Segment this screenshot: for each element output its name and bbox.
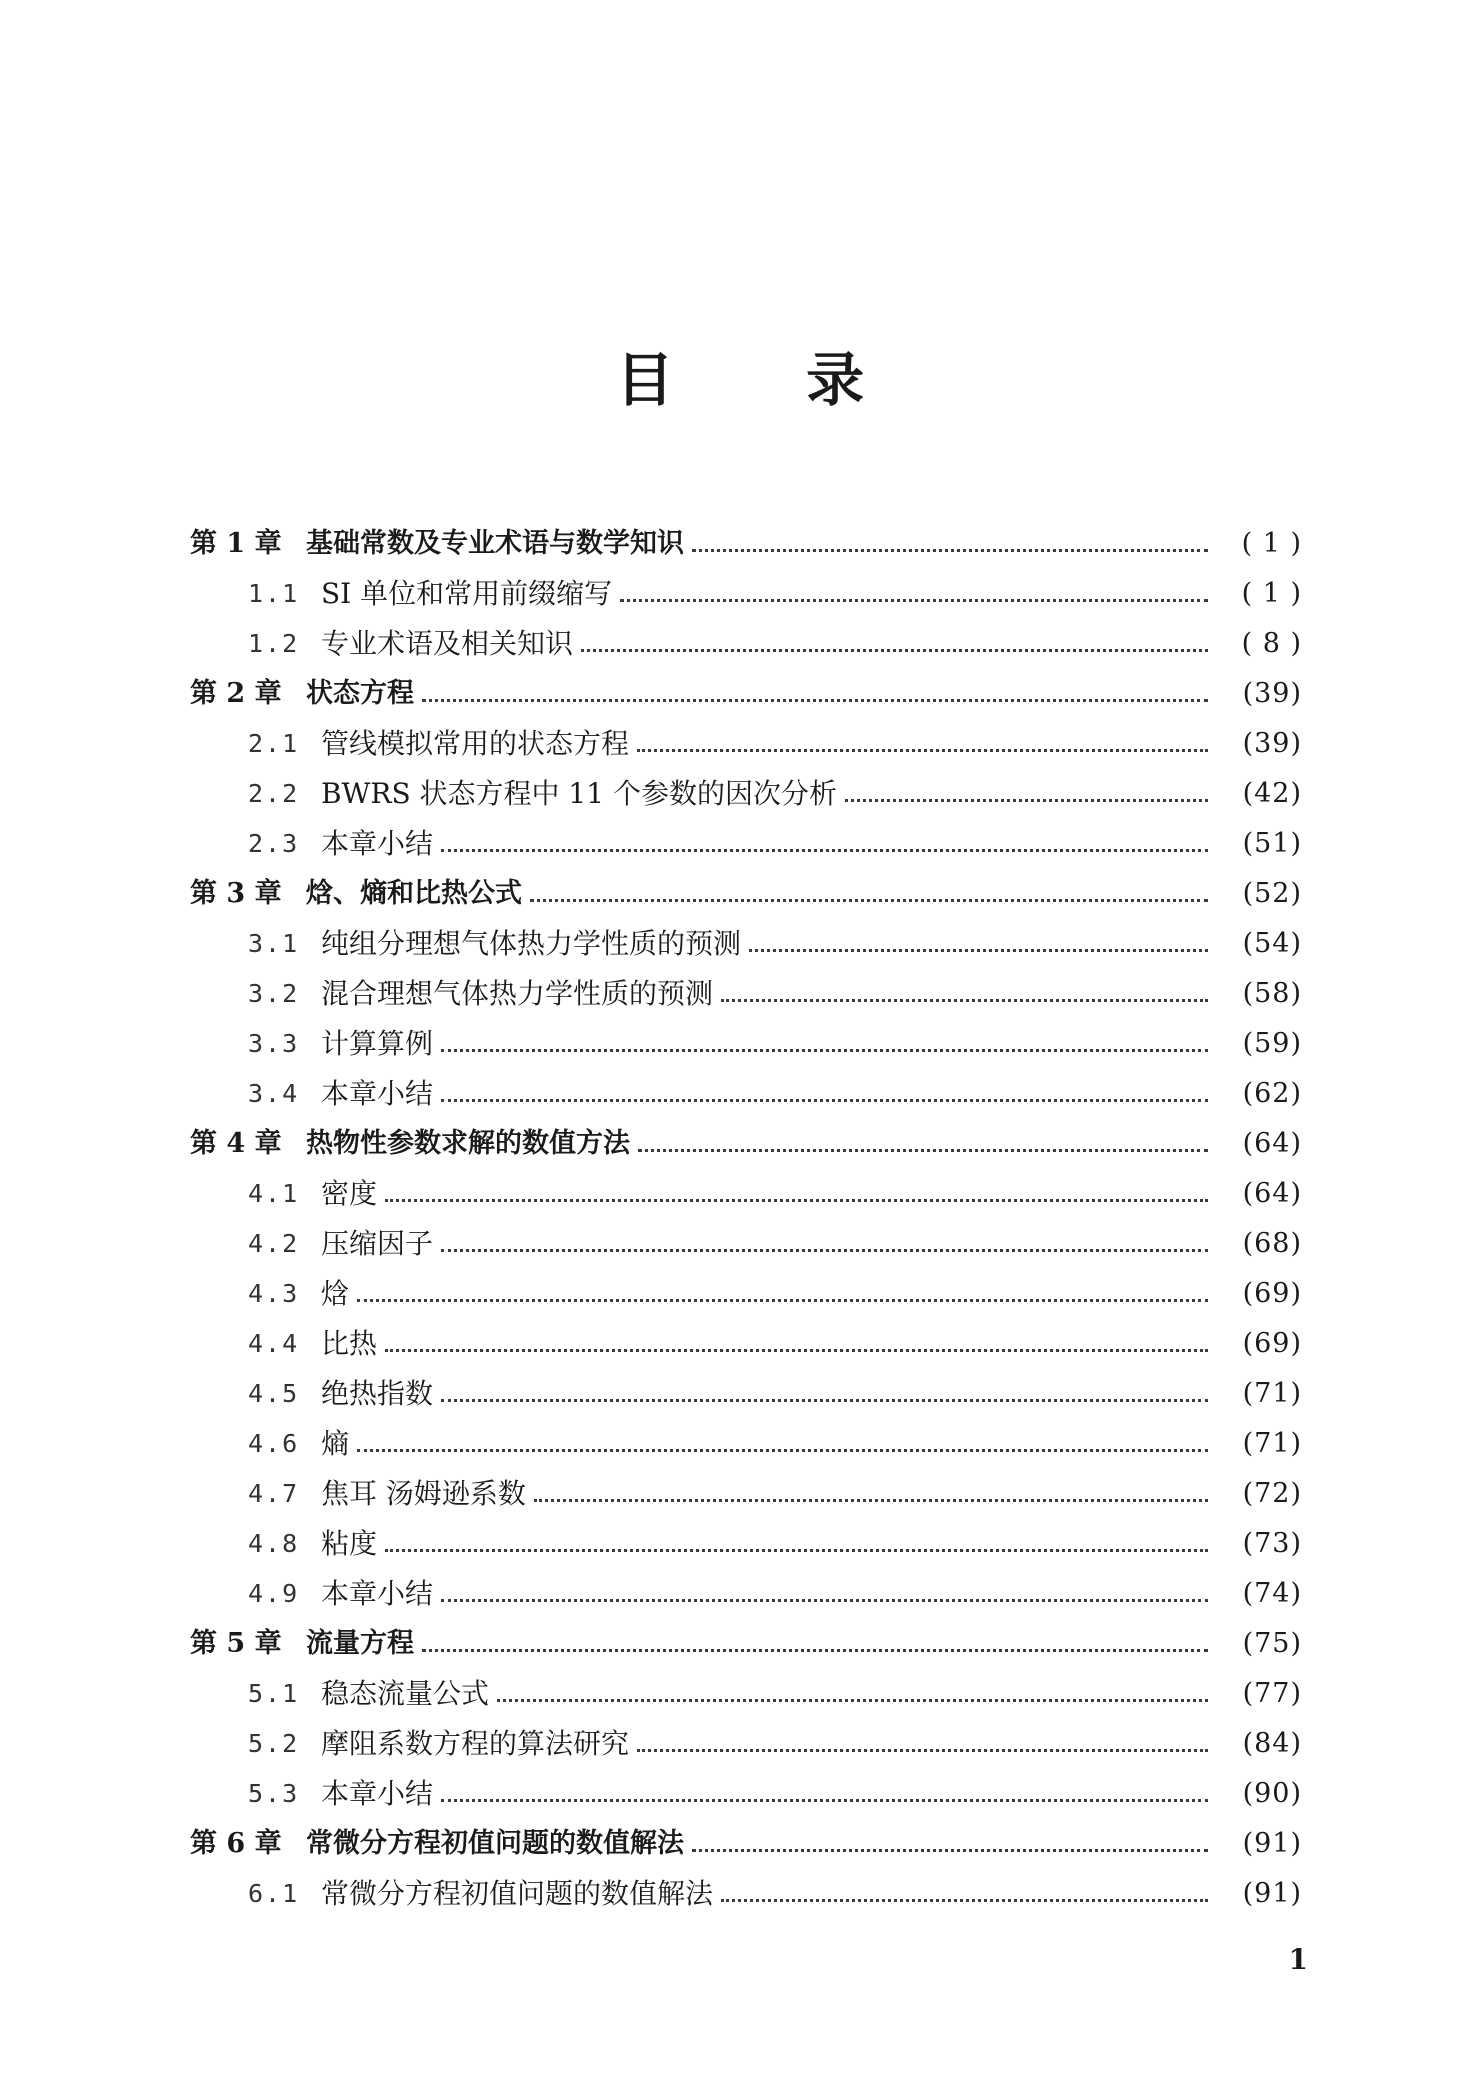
toc-entry-page: (51) <box>1242 828 1302 859</box>
toc-entry-number: 4.5 <box>248 1379 300 1408</box>
toc-entry-title: 密度 <box>321 1177 378 1210</box>
toc-chapter-entry <box>190 669 1302 719</box>
toc-section-entry <box>190 619 1302 669</box>
dot-leader <box>385 1547 1208 1552</box>
toc-section-entry <box>190 1319 1302 1369</box>
toc-entry-page: (59) <box>1242 1028 1302 1059</box>
dot-leader <box>357 1297 1208 1302</box>
toc-section-entry <box>190 1069 1302 1119</box>
toc-entry-title: 稳态流量公式 <box>321 1677 490 1710</box>
toc-entry-number: 5.2 <box>248 1729 300 1758</box>
toc-entry-page: ( 1 ) <box>1241 528 1302 559</box>
toc-entry-title: 粘度 <box>321 1527 378 1560</box>
toc-entry-page: (72) <box>1242 1478 1302 1509</box>
dot-leader <box>637 1747 1208 1752</box>
toc-section-entry <box>190 719 1302 769</box>
toc-entry-page: ( 8 ) <box>1241 628 1302 659</box>
dot-leader <box>497 1697 1208 1702</box>
dot-leader <box>441 1247 1208 1252</box>
toc-entry-number: 5.1 <box>248 1679 300 1708</box>
toc-section-entry <box>190 769 1302 819</box>
toc-section-entry <box>190 1669 1302 1719</box>
toc-entry-page: (52) <box>1242 878 1302 909</box>
dot-leader <box>721 1897 1208 1902</box>
toc-section-entry <box>190 1269 1302 1319</box>
dot-leader <box>620 597 1208 602</box>
dot-leader <box>845 797 1208 802</box>
dot-leader <box>637 747 1208 752</box>
toc-entry-number: 4.7 <box>248 1479 300 1508</box>
toc-entry-number: 4.3 <box>248 1279 300 1308</box>
toc-entry-title: 焓、熵和比热公式 <box>306 878 522 909</box>
toc-entry-number: 第 2 章 <box>190 678 282 709</box>
toc-section-entry <box>190 1419 1302 1469</box>
toc-entry-number: 4.4 <box>248 1329 300 1358</box>
toc-entry-page: (39) <box>1242 728 1302 759</box>
toc-chapter-entry <box>190 1819 1302 1869</box>
toc-section-entry <box>190 1469 1302 1519</box>
dot-leader <box>357 1447 1208 1452</box>
toc-entry-page: (62) <box>1242 1078 1302 1109</box>
toc-chapter-entry <box>190 519 1302 569</box>
toc-entry-page: (71) <box>1242 1378 1302 1409</box>
toc-entry-page: (91) <box>1242 1878 1302 1909</box>
toc-entry-title: 熵 <box>321 1427 350 1460</box>
toc-entry-number: 第 6 章 <box>190 1828 282 1859</box>
toc-entry-title: 压缩因子 <box>321 1227 434 1260</box>
toc-entry-page: (90) <box>1242 1778 1302 1809</box>
toc-entry-number: 4.1 <box>248 1179 300 1208</box>
dot-leader <box>692 547 1208 552</box>
toc-entry-page: ( 1 ) <box>1241 578 1302 609</box>
toc-entry-page: (39) <box>1242 678 1302 709</box>
toc-entry-page: (73) <box>1242 1528 1302 1559</box>
toc-entry-title: 焓 <box>321 1277 350 1310</box>
toc-entry-number: 第 3 章 <box>190 878 282 909</box>
toc-entry-number: 4.9 <box>248 1579 300 1608</box>
toc-section-entry <box>190 1369 1302 1419</box>
toc-section-entry <box>190 569 1302 619</box>
toc-section-entry <box>190 1769 1302 1819</box>
toc-entry-page: (69) <box>1242 1328 1302 1359</box>
toc-entry-number: 1.1 <box>248 579 300 608</box>
toc-entry-number: 4.6 <box>248 1429 300 1458</box>
toc-entry-title: 混合理想气体热力学性质的预测 <box>321 977 714 1010</box>
toc-entry-title: 本章小结 <box>321 827 434 860</box>
dot-leader <box>721 997 1208 1002</box>
toc-section-entry <box>190 919 1302 969</box>
toc-section-entry <box>190 1169 1302 1219</box>
dot-leader <box>422 697 1208 702</box>
toc-entry-number: 6.1 <box>248 1879 300 1908</box>
toc-entry-page: (75) <box>1242 1628 1302 1659</box>
toc-entry-page: (64) <box>1242 1178 1302 1209</box>
dot-leader <box>385 1347 1208 1352</box>
toc-chapter-entry <box>190 1619 1302 1669</box>
toc-entry-number: 4.8 <box>248 1529 300 1558</box>
toc-entry-page: (64) <box>1242 1128 1302 1159</box>
dot-leader <box>385 1197 1208 1202</box>
toc-entry-page: (91) <box>1242 1828 1302 1859</box>
toc-entry-title: 摩阻系数方程的算法研究 <box>321 1727 630 1760</box>
toc-entry-title: 本章小结 <box>321 1577 434 1610</box>
toc-entry-title: 比热 <box>321 1327 378 1360</box>
toc-chapter-entry <box>190 1119 1302 1169</box>
toc-entry-number: 3.2 <box>248 979 300 1008</box>
toc-entry-number: 2.2 <box>248 779 300 808</box>
dot-leader <box>441 1397 1208 1402</box>
toc-entry-page: (58) <box>1242 978 1302 1009</box>
toc-entry-title: 绝热指数 <box>321 1377 434 1410</box>
dot-leader <box>530 897 1208 902</box>
dot-leader <box>749 947 1208 952</box>
toc-entry-page: (74) <box>1242 1578 1302 1609</box>
dot-leader <box>638 1147 1208 1152</box>
dot-leader <box>441 1097 1208 1102</box>
toc-entry-number: 第 5 章 <box>190 1628 282 1659</box>
dot-leader <box>581 647 1208 652</box>
toc-entry-title: 本章小结 <box>321 1777 434 1810</box>
toc-section-entry <box>190 1869 1302 1919</box>
toc-entry-title: 基础常数及专业术语与数学知识 <box>306 528 684 559</box>
toc-section-entry <box>190 969 1302 1019</box>
dot-leader <box>534 1497 1208 1502</box>
page-number: 1 <box>1288 1943 1308 1976</box>
toc-entry-page: (84) <box>1242 1728 1302 1759</box>
toc-entry-page: (77) <box>1242 1678 1302 1709</box>
toc-entry-title: 纯组分理想气体热力学性质的预测 <box>321 927 742 960</box>
dot-leader <box>441 847 1208 852</box>
toc-section-entry <box>190 819 1302 869</box>
toc-entry-title: SI 单位和常用前缀缩写 <box>321 577 613 610</box>
toc-entry-number: 4.2 <box>248 1229 300 1258</box>
toc-entry-page: (68) <box>1242 1228 1302 1259</box>
toc-entry-title: 计算算例 <box>321 1027 434 1060</box>
dot-leader <box>422 1647 1208 1652</box>
toc-entry-title: 流量方程 <box>306 1628 414 1659</box>
toc-entry-number: 3.4 <box>248 1079 300 1108</box>
table-of-contents <box>190 519 1302 1919</box>
toc-entry-number: 2.3 <box>248 829 300 858</box>
dot-leader <box>692 1847 1208 1852</box>
toc-entry-number: 3.1 <box>248 929 300 958</box>
page-title: 目 录 <box>615 346 921 414</box>
dot-leader <box>441 1047 1208 1052</box>
toc-entry-title: 管线模拟常用的状态方程 <box>321 727 630 760</box>
toc-entry-page: (54) <box>1242 928 1302 959</box>
toc-section-entry <box>190 1019 1302 1069</box>
toc-chapter-entry <box>190 869 1302 919</box>
toc-entry-number: 2.1 <box>248 729 300 758</box>
toc-entry-title: 常微分方程初值问题的数值解法 <box>321 1877 714 1910</box>
toc-entry-number: 3.3 <box>248 1029 300 1058</box>
toc-entry-title: 热物性参数求解的数值方法 <box>306 1128 630 1159</box>
toc-entry-number: 第 1 章 <box>190 528 282 559</box>
toc-entry-title: 焦耳 汤姆逊系数 <box>321 1477 526 1510</box>
toc-entry-title: 常微分方程初值问题的数值解法 <box>306 1828 684 1859</box>
toc-section-entry <box>190 1719 1302 1769</box>
toc-section-entry <box>190 1519 1302 1569</box>
toc-entry-title: 状态方程 <box>306 678 414 709</box>
toc-entry-number: 1.2 <box>248 629 300 658</box>
toc-entry-page: (71) <box>1242 1428 1302 1459</box>
toc-entry-page: (69) <box>1242 1278 1302 1309</box>
toc-entry-page: (42) <box>1242 778 1302 809</box>
dot-leader <box>441 1797 1208 1802</box>
toc-entry-title: BWRS 状态方程中 11 个参数的因次分析 <box>321 777 837 810</box>
toc-entry-number: 5.3 <box>248 1779 300 1808</box>
toc-entry-title: 专业术语及相关知识 <box>321 627 574 660</box>
toc-entry-number: 第 4 章 <box>190 1128 282 1159</box>
toc-entry-title: 本章小结 <box>321 1077 434 1110</box>
dot-leader <box>441 1597 1208 1602</box>
toc-section-entry <box>190 1569 1302 1619</box>
toc-section-entry <box>190 1219 1302 1269</box>
